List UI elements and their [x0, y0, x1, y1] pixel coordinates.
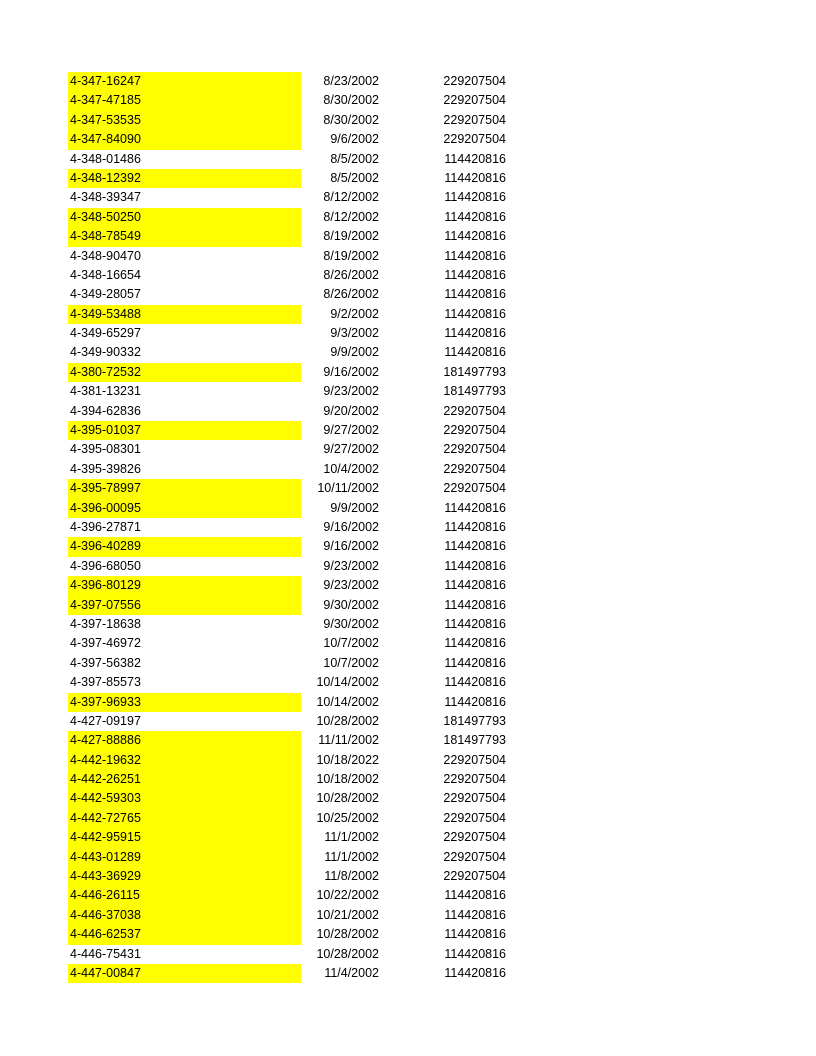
number-cell[interactable]: 114420816	[444, 636, 506, 651]
date-cell[interactable]: 9/20/2002	[323, 403, 379, 418]
date-cell[interactable]: 8/12/2002	[323, 190, 379, 205]
table-row	[68, 693, 528, 712]
table-row	[68, 91, 528, 110]
id-cell[interactable]: 4-443-01289	[68, 848, 301, 867]
number-cell[interactable]: 229207504	[443, 752, 506, 767]
date-cell[interactable]: 9/30/2002	[323, 597, 379, 612]
number-cell[interactable]: 114420816	[444, 675, 506, 690]
number-cell[interactable]: 181497793	[443, 713, 506, 728]
id-cell[interactable]: 4-446-62537	[68, 925, 301, 944]
table-row	[68, 247, 528, 266]
date-cell[interactable]: 10/28/2002	[316, 713, 379, 728]
number-cell[interactable]: 229207504	[443, 112, 506, 127]
table-row	[68, 285, 528, 304]
table-row	[68, 227, 528, 246]
id-cell[interactable]: 4-395-01037	[68, 421, 301, 440]
number-cell[interactable]: 114420816	[444, 267, 506, 282]
date-cell[interactable]: 10/21/2002	[316, 907, 379, 922]
table-row	[68, 712, 528, 731]
table-row	[68, 886, 528, 905]
number-cell[interactable]: 114420816	[444, 229, 506, 244]
date-cell[interactable]: 11/11/2002	[318, 733, 379, 748]
id-cell[interactable]: 4-396-00095	[68, 499, 301, 518]
id-cell[interactable]: 4-442-72765	[68, 809, 301, 828]
date-cell[interactable]: 9/23/2002	[323, 558, 379, 573]
number-cell[interactable]: 229207504	[443, 830, 506, 845]
date-cell[interactable]: 11/8/2002	[324, 869, 379, 884]
id-cell[interactable]: 4-349-28057	[70, 287, 141, 302]
date-cell[interactable]: 11/1/2002	[324, 830, 379, 845]
number-cell[interactable]: 114420816	[444, 907, 506, 922]
id-cell[interactable]: 4-347-16247	[68, 72, 301, 91]
number-cell[interactable]: 229207504	[443, 442, 506, 457]
table-row	[68, 266, 528, 285]
id-cell[interactable]: 4-348-16654	[70, 267, 141, 282]
table-row	[68, 809, 528, 828]
number-cell[interactable]: 114420816	[444, 209, 506, 224]
id-cell[interactable]: 4-347-84090	[68, 130, 301, 149]
date-cell[interactable]: 10/22/2002	[316, 888, 379, 903]
id-cell[interactable]: 4-349-65297	[70, 326, 141, 341]
table-row	[68, 188, 528, 207]
number-cell[interactable]: 114420816	[444, 500, 506, 515]
number-cell[interactable]: 229207504	[443, 74, 506, 88]
table-row	[68, 848, 528, 867]
table-row	[68, 130, 528, 149]
table-row	[68, 925, 528, 944]
table-row	[68, 460, 528, 479]
number-cell[interactable]: 114420816	[444, 326, 506, 341]
date-cell[interactable]: 8/23/2002	[323, 74, 379, 88]
table-row	[68, 72, 528, 91]
date-cell[interactable]: 11/4/2002	[324, 965, 379, 980]
id-cell[interactable]: 4-395-78997	[68, 479, 301, 498]
number-cell[interactable]: 114420816	[444, 965, 506, 980]
date-cell[interactable]: 9/16/2002	[323, 364, 379, 379]
id-cell[interactable]: 4-395-39826	[70, 461, 141, 476]
id-cell[interactable]: 4-396-68050	[70, 558, 141, 573]
date-cell[interactable]: 10/7/2002	[323, 636, 379, 651]
table-row	[68, 421, 528, 440]
id-cell[interactable]: 4-396-27871	[70, 519, 141, 534]
table-row	[68, 828, 528, 847]
id-cell[interactable]: 4-397-07556	[68, 596, 301, 615]
number-cell[interactable]: 114420816	[444, 927, 506, 942]
number-cell[interactable]: 114420816	[444, 888, 506, 903]
date-cell[interactable]: 9/9/2002	[330, 345, 379, 360]
date-cell[interactable]: 9/16/2002	[323, 539, 379, 554]
date-cell[interactable]: 9/9/2002	[330, 500, 379, 515]
id-cell[interactable]: 4-442-59303	[68, 789, 301, 808]
id-cell[interactable]: 4-348-78549	[68, 227, 301, 246]
number-cell[interactable]: 181497793	[443, 384, 506, 399]
table-row	[68, 518, 528, 537]
table-row	[68, 557, 528, 576]
date-cell[interactable]: 9/16/2002	[323, 519, 379, 534]
table-row	[68, 150, 528, 169]
table-row	[68, 751, 528, 770]
id-cell[interactable]: 4-427-09197	[70, 713, 141, 728]
date-cell[interactable]: 9/27/2002	[323, 442, 379, 457]
id-cell[interactable]: 4-442-26251	[68, 770, 301, 789]
number-cell[interactable]: 229207504	[443, 132, 506, 147]
id-cell[interactable]: 4-348-01486	[70, 151, 141, 166]
id-cell[interactable]: 4-349-90332	[70, 345, 141, 360]
id-cell[interactable]: 4-446-26115	[68, 886, 301, 905]
number-cell[interactable]: 229207504	[443, 772, 506, 787]
id-cell[interactable]: 4-396-80129	[68, 576, 301, 595]
id-cell[interactable]: 4-347-53535	[68, 111, 301, 130]
id-cell[interactable]: 4-380-72532	[68, 363, 301, 382]
date-cell[interactable]: 10/14/2002	[316, 675, 379, 690]
number-cell[interactable]: 229207504	[443, 849, 506, 864]
table-row	[68, 770, 528, 789]
number-cell[interactable]: 229207504	[443, 461, 506, 476]
table-row	[68, 964, 528, 983]
date-cell[interactable]: 8/30/2002	[323, 112, 379, 127]
spreadsheet-table	[68, 72, 528, 983]
table-row	[68, 596, 528, 615]
date-cell[interactable]: 9/27/2002	[323, 423, 379, 438]
table-row	[68, 867, 528, 886]
date-cell[interactable]: 10/7/2002	[323, 655, 379, 670]
date-cell[interactable]: 9/3/2002	[330, 326, 379, 341]
number-cell[interactable]: 229207504	[443, 810, 506, 825]
date-cell[interactable]: 10/28/2002	[316, 791, 379, 806]
number-cell[interactable]: 229207504	[443, 93, 506, 108]
table-row	[68, 499, 528, 518]
id-cell[interactable]: 4-442-19632	[68, 751, 301, 770]
table-row	[68, 324, 528, 343]
number-cell[interactable]: 114420816	[444, 597, 506, 612]
table-row	[68, 654, 528, 673]
id-cell[interactable]: 4-443-36929	[68, 867, 301, 886]
table-row	[68, 537, 528, 556]
table-row	[68, 479, 528, 498]
number-cell[interactable]: 229207504	[443, 423, 506, 438]
date-cell[interactable]: 10/14/2002	[316, 694, 379, 709]
id-cell[interactable]: 4-446-37038	[68, 906, 301, 925]
number-cell[interactable]: 181497793	[443, 364, 506, 379]
number-cell[interactable]: 181497793	[443, 733, 506, 748]
date-cell[interactable]: 8/5/2002	[330, 151, 379, 166]
number-cell[interactable]: 114420816	[444, 616, 506, 631]
date-cell[interactable]: 9/2/2002	[330, 306, 379, 321]
table-row	[68, 906, 528, 925]
id-cell[interactable]: 4-446-75431	[70, 946, 141, 961]
number-cell[interactable]: 229207504	[443, 791, 506, 806]
table-row	[68, 731, 528, 750]
id-cell[interactable]: 4-348-39347	[70, 190, 141, 205]
id-cell[interactable]: 4-396-40289	[68, 537, 301, 556]
date-cell[interactable]: 10/18/2002	[316, 772, 379, 787]
number-cell[interactable]: 114420816	[444, 248, 506, 263]
date-cell[interactable]: 8/26/2002	[323, 287, 379, 302]
number-cell[interactable]: 114420816	[444, 578, 506, 593]
date-cell[interactable]: 8/26/2002	[323, 267, 379, 282]
table-row	[68, 789, 528, 808]
id-cell[interactable]: 4-397-46972	[70, 636, 141, 651]
id-cell[interactable]: 4-447-00847	[68, 964, 301, 983]
id-cell[interactable]: 4-348-12392	[68, 169, 301, 188]
id-cell[interactable]: 4-348-50250	[68, 208, 301, 227]
table-row	[68, 673, 528, 692]
id-cell[interactable]: 4-394-62836	[70, 403, 141, 418]
date-cell[interactable]: 10/28/2002	[316, 946, 379, 961]
table-row	[68, 634, 528, 653]
date-cell[interactable]: 8/5/2002	[330, 170, 379, 185]
number-cell[interactable]: 114420816	[444, 655, 506, 670]
number-cell[interactable]: 114420816	[444, 170, 506, 185]
table-row	[68, 615, 528, 634]
id-cell[interactable]: 4-397-85573	[70, 675, 141, 690]
number-cell[interactable]: 114420816	[444, 519, 506, 534]
date-cell[interactable]: 8/12/2002	[323, 209, 379, 224]
date-cell[interactable]: 10/18/2022	[316, 752, 379, 767]
table-row	[68, 382, 528, 401]
number-cell[interactable]: 114420816	[444, 946, 506, 961]
number-cell[interactable]: 114420816	[444, 345, 506, 360]
id-cell[interactable]: 4-349-53488	[68, 305, 301, 324]
table-row	[68, 343, 528, 362]
id-cell[interactable]: 4-427-88886	[68, 731, 301, 750]
number-cell[interactable]: 114420816	[444, 306, 506, 321]
table-row	[68, 305, 528, 324]
date-cell[interactable]: 10/11/2002	[317, 481, 379, 496]
table-row	[68, 111, 528, 130]
id-cell[interactable]: 4-442-95915	[68, 828, 301, 847]
date-cell[interactable]: 9/6/2002	[330, 132, 379, 147]
number-cell[interactable]: 114420816	[444, 190, 506, 205]
date-cell[interactable]: 10/25/2002	[316, 810, 379, 825]
table-row	[68, 945, 528, 964]
id-cell[interactable]: 4-395-08301	[70, 442, 141, 457]
date-cell[interactable]: 8/30/2002	[323, 93, 379, 108]
id-cell[interactable]: 4-347-47185	[68, 91, 301, 110]
date-cell[interactable]: 10/28/2002	[316, 927, 379, 942]
date-cell[interactable]: 11/1/2002	[324, 849, 379, 864]
date-cell[interactable]: 8/19/2002	[323, 229, 379, 244]
table-row	[68, 576, 528, 595]
number-cell[interactable]: 229207504	[443, 481, 506, 496]
table-row	[68, 208, 528, 227]
number-cell[interactable]: 114420816	[444, 694, 506, 709]
id-cell[interactable]: 4-397-56382	[70, 655, 141, 670]
table-row	[68, 440, 528, 459]
number-cell[interactable]: 229207504	[443, 869, 506, 884]
number-cell[interactable]: 114420816	[444, 558, 506, 573]
number-cell[interactable]: 114420816	[444, 151, 506, 166]
table-row	[68, 363, 528, 382]
id-cell[interactable]: 4-397-96933	[68, 693, 301, 712]
number-cell[interactable]: 114420816	[444, 287, 506, 302]
id-cell[interactable]: 4-397-18638	[70, 616, 141, 631]
date-cell[interactable]: 9/30/2002	[323, 616, 379, 631]
date-cell[interactable]: 9/23/2002	[323, 384, 379, 399]
table-row	[68, 402, 528, 421]
table-row	[68, 169, 528, 188]
date-cell[interactable]: 10/4/2002	[323, 461, 379, 476]
number-cell[interactable]: 114420816	[444, 539, 506, 554]
date-cell[interactable]: 9/23/2002	[323, 578, 379, 593]
id-cell[interactable]: 4-381-13231	[70, 384, 141, 399]
id-cell[interactable]: 4-348-90470	[70, 248, 141, 263]
number-cell[interactable]: 229207504	[443, 403, 506, 418]
date-cell[interactable]: 8/19/2002	[323, 248, 379, 263]
